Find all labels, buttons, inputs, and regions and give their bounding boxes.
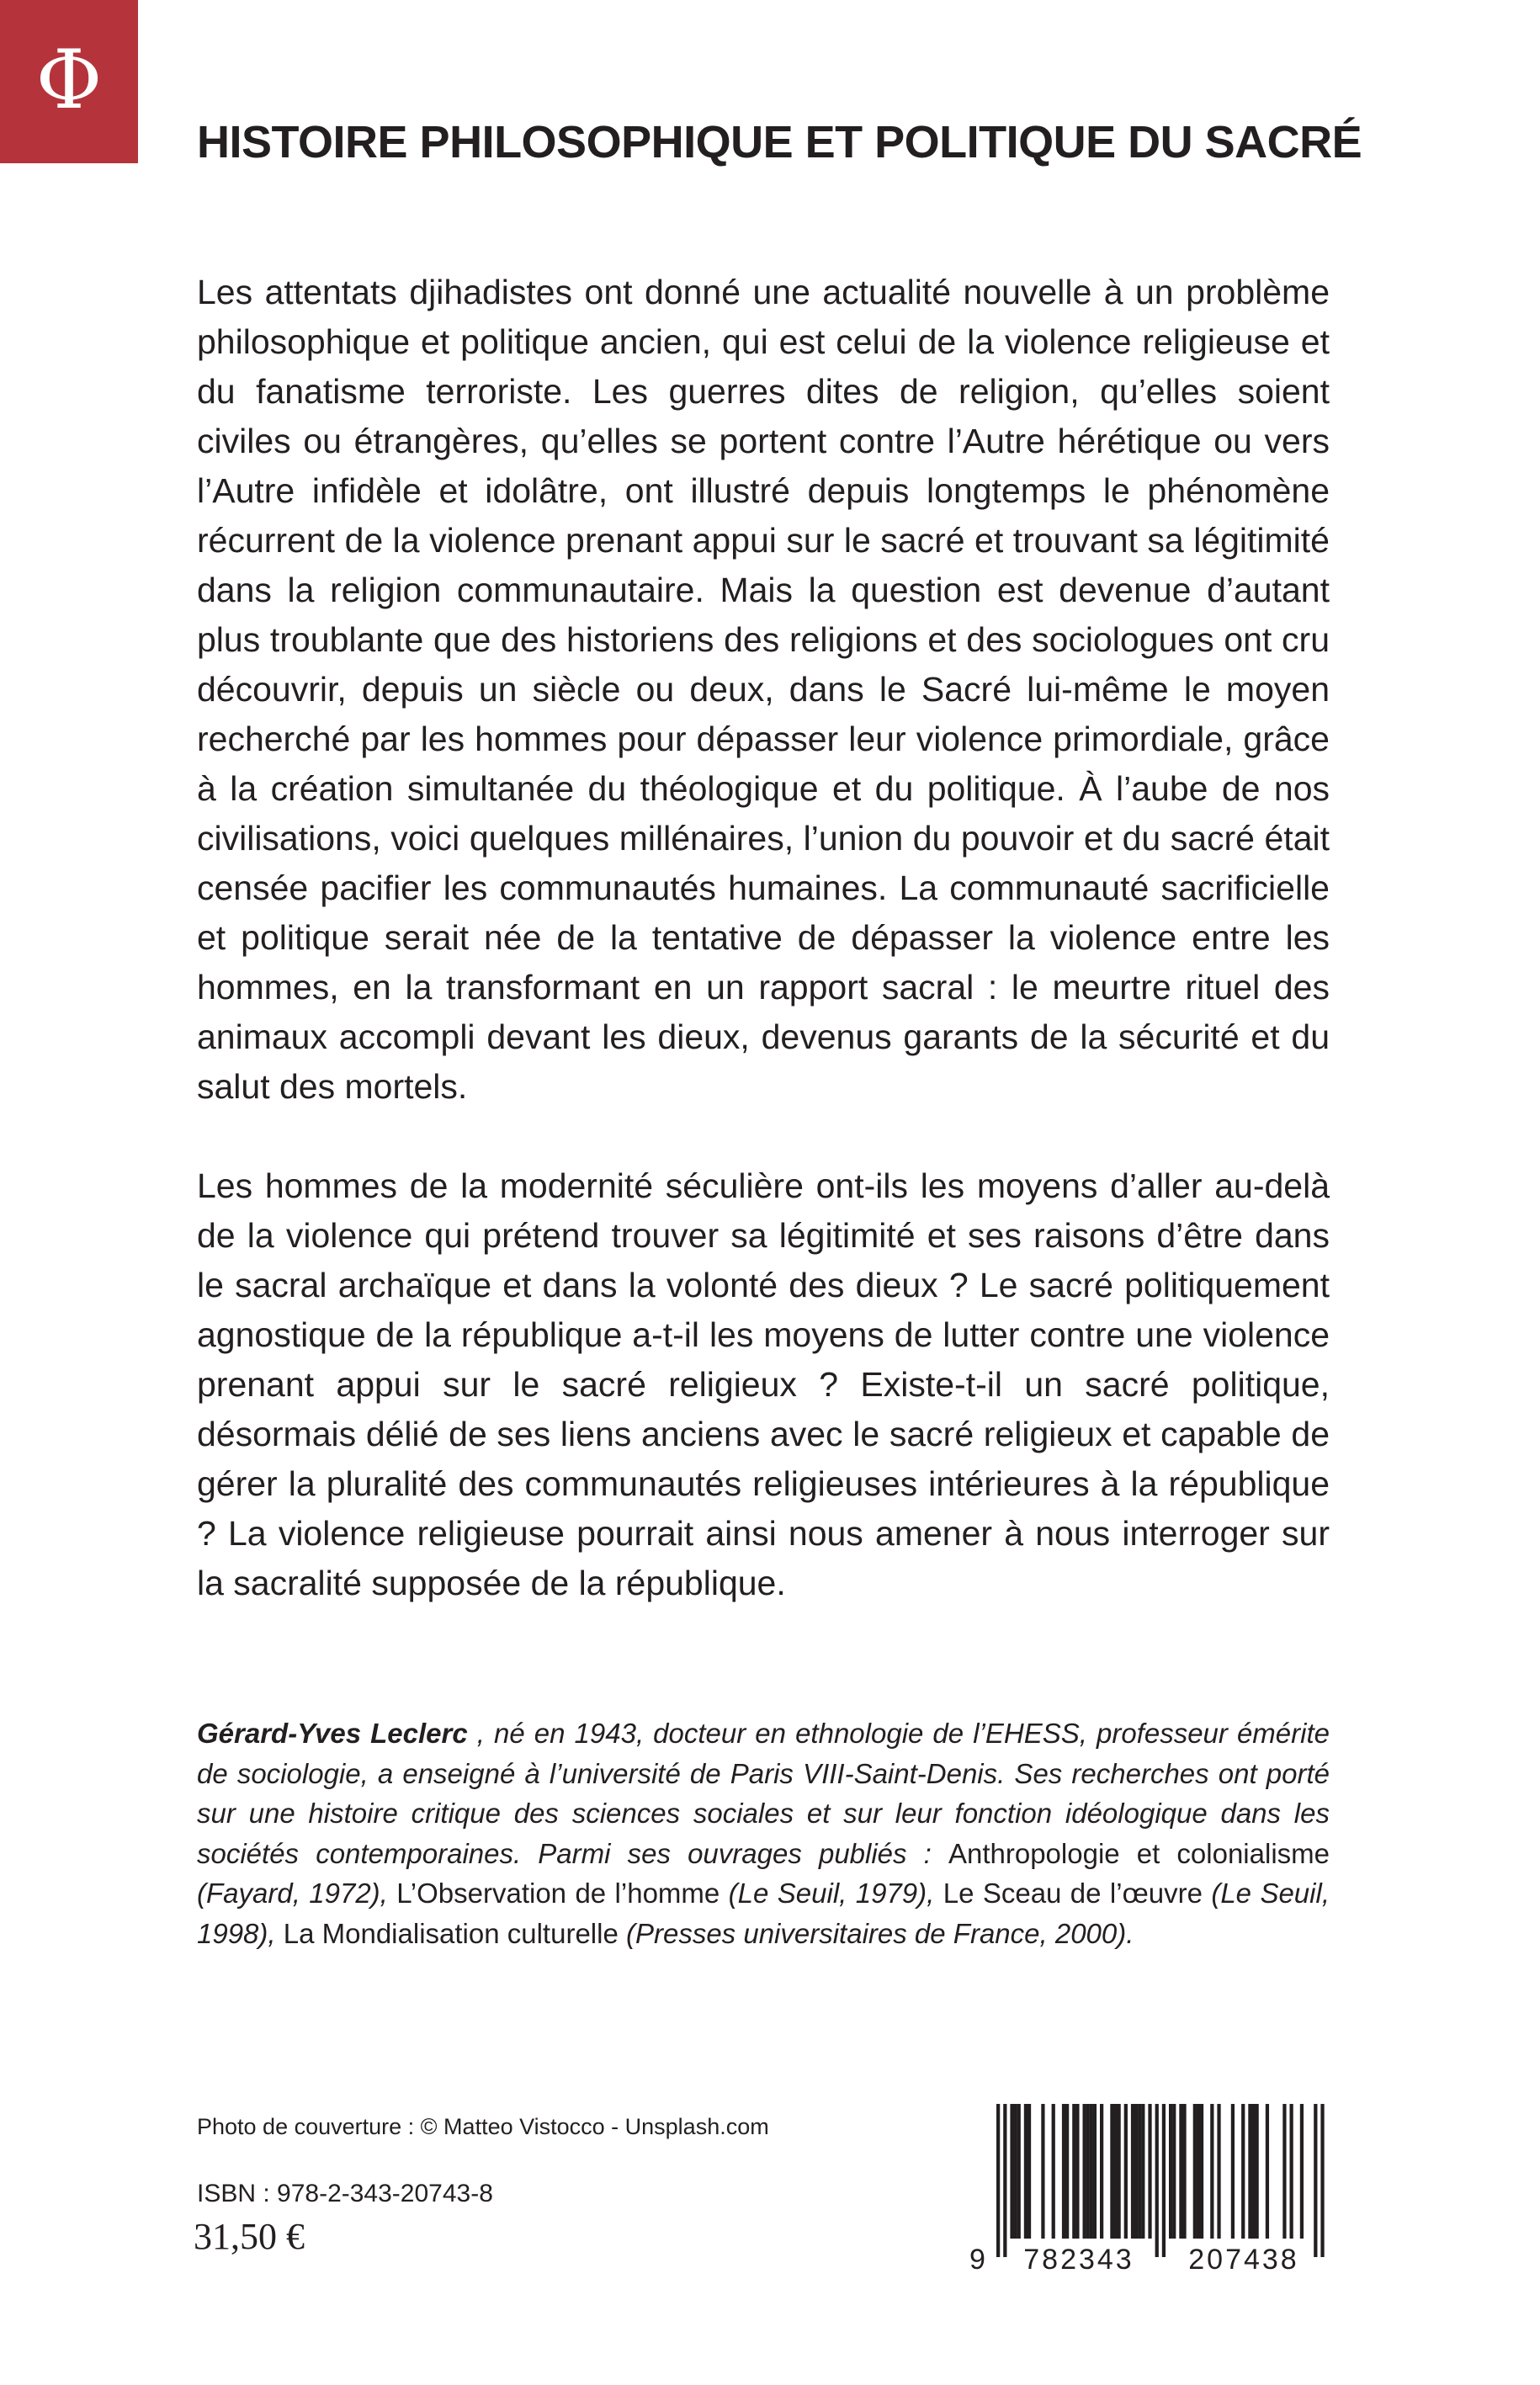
work-details: (Le Seuil, 1979), — [728, 1878, 943, 1909]
work-details: (Presses universitaires de France, 2000). — [625, 1917, 1134, 1949]
isbn-barcode — [968, 2104, 1343, 2272]
barcode-bars — [996, 2104, 1325, 2257]
barcode-bar — [1193, 2104, 1197, 2239]
barcode-bar — [1113, 2104, 1117, 2239]
barcode-bar — [1300, 2104, 1304, 2239]
barcode-bar — [1248, 2104, 1251, 2239]
barcode-bar — [996, 2104, 1000, 2257]
work-details: (Fayard, 1972), — [197, 1878, 397, 1909]
barcode-bar — [1014, 2104, 1017, 2239]
barcode-bar — [1110, 2104, 1113, 2239]
barcode-bar — [1197, 2104, 1200, 2239]
barcode-bar — [1148, 2104, 1151, 2239]
barcode-bar — [1010, 2104, 1013, 2239]
barcode-bar — [1134, 2104, 1138, 2239]
barcode-bar — [1179, 2104, 1182, 2239]
barcode-bar — [1141, 2104, 1144, 2239]
barcode-bar — [1138, 2104, 1141, 2239]
cover-photo-credit: Photo de couverture : © Matteo Vistocco - Unsplash.com — [197, 2114, 769, 2139]
barcode-bar — [1072, 2104, 1075, 2239]
phi-symbol: Φ — [35, 33, 103, 127]
barcode-digit-first: 9 — [969, 2244, 985, 2272]
barcode-bar — [1241, 2104, 1245, 2239]
barcode-bar — [1124, 2104, 1128, 2239]
author-bio — [197, 1713, 1330, 1953]
barcode-bar — [1266, 2104, 1269, 2239]
barcode-bar — [1041, 2104, 1044, 2239]
barcode-bar — [1172, 2104, 1176, 2239]
barcode-bar — [1075, 2104, 1079, 2239]
barcode-bar — [1169, 2104, 1172, 2239]
barcode-bar — [1090, 2104, 1093, 2239]
barcode-bar — [1200, 2104, 1203, 2239]
author-name: Gérard-Yves Leclerc — [197, 1718, 468, 1749]
barcode-bar — [1290, 2104, 1293, 2239]
barcode-bar — [1065, 2104, 1069, 2239]
barcode-bar — [1231, 2104, 1235, 2239]
barcode-bar — [1017, 2104, 1021, 2239]
barcode-bar — [1210, 2104, 1213, 2239]
barcode-bar — [1182, 2104, 1186, 2239]
author-bio-intro: , né en 1943, docteur en ethnologie de l’EHESS, professeur émérite de sociologie, a enseigné à l’université de Paris VIII-Saint-Denis. Ses recherches ont porté sur une histoire critique des sciences sociales et sur leur fonction idéologique dans les sociétés contemporaines. Parmi ses ouvrages publiés : — [197, 1718, 1330, 1869]
barcode-bar — [1155, 2104, 1159, 2257]
book-price: 31,50 € — [194, 2216, 305, 2257]
barcode-bar — [1256, 2104, 1259, 2239]
barcode-bar — [1217, 2104, 1220, 2239]
barcode-bar — [1118, 2104, 1121, 2239]
barcode-bar — [1251, 2104, 1255, 2239]
publisher-logo — [0, 0, 138, 163]
barcode-bar — [1162, 2104, 1166, 2257]
barcode-bar — [1028, 2104, 1031, 2239]
work-details: (Le Seuil, 1998), — [197, 1878, 1330, 1949]
barcode-bar — [1083, 2104, 1086, 2239]
work-title: Le Sceau de l’œuvre — [943, 1878, 1212, 1909]
barcode-bar — [1314, 2104, 1317, 2257]
isbn-number: ISBN : 978-2-343-20743-8 — [197, 2180, 493, 2207]
summary-paragraph-1: Les attentats djihadistes ont donné une actualité nouvelle à un problème philosophique et politique ancien, qui est celui de la violence religieuse et du fanatisme terroriste. Les guerres dites de religion, qu’elles soient civiles ou étrangères, qu’elles se portent contre l’Autre hérétique ou vers l’Autre infidèle et idolâtre, ont illustré depuis longtemps le phénomène récurrent de la violence prenant appui sur le sacré et trouvant sa légitimité dans la religion communautaire. Mais la question est devenue d’autant plus troublante que des historiens des religions et des sociologues ont cru découvrir, depuis un siècle ou deux, dans le Sacré lui-même le moyen recherché par les hommes pour dépasser leur violence primordiale, grâce à la création simultanée du théologique et du politique. À l’aube de nos civilisations, voici quelques millénaires, l’union du pouvoir et du sacré était censée pacifier les communautés humaines. La communauté sacrificielle et politique serait née de la tentative de dépasser la violence entre les hommes, en la transformant en un rapport sacral : le meurtre rituel des animaux accompli devant les dieux, devenus garants de la sécurité et du salut des mortels. — [197, 273, 1330, 1106]
barcode-bar — [1093, 2104, 1097, 2239]
barcode-bar — [1062, 2104, 1065, 2239]
barcode-digits-left: 782343 — [1023, 2244, 1134, 2272]
barcode-bar — [1052, 2104, 1055, 2239]
barcode-bar — [1131, 2104, 1134, 2239]
work-title: Anthropologie et colonialisme — [948, 1837, 1330, 1869]
book-title: HISTOIRE PHILOSOPHIQUE ET POLITIQUE DU SACRÉ — [197, 117, 1362, 167]
barcode-bar — [1024, 2104, 1028, 2239]
barcode-digits-right: 207438 — [1188, 2244, 1299, 2272]
summary-paragraph-2: Les hommes de la modernité séculière ont-ils les moyens d’aller au-delà de la violence qui prétend trouver sa légitimité et ses raisons d’être dans le sacral archaïque et dans la volonté des dieux ? Le sacré politiquement agnostique de la république a-t-il les moyens de lutter contre une violence prenant appui sur le sacré religieux ? Existe-t-il un sacré politique, désormais délié de ses liens anciens avec le sacré religieux et capable de gérer la pluralité des communautés religieuses intérieures à la république ? La violence religieuse pourrait ainsi nous amener à nous interroger sur la sacralité supposée de la république. — [197, 1166, 1330, 1602]
work-title: La Mondialisation culturelle — [283, 1917, 626, 1949]
barcode-bar — [1320, 2104, 1324, 2257]
book-summary — [197, 268, 1330, 1608]
barcode-bar — [1282, 2104, 1286, 2239]
work-title: L’Observation de l’homme — [396, 1878, 729, 1909]
barcode-bar — [1003, 2104, 1006, 2257]
barcode-bar — [1100, 2104, 1103, 2239]
barcode-bar — [1086, 2104, 1090, 2239]
